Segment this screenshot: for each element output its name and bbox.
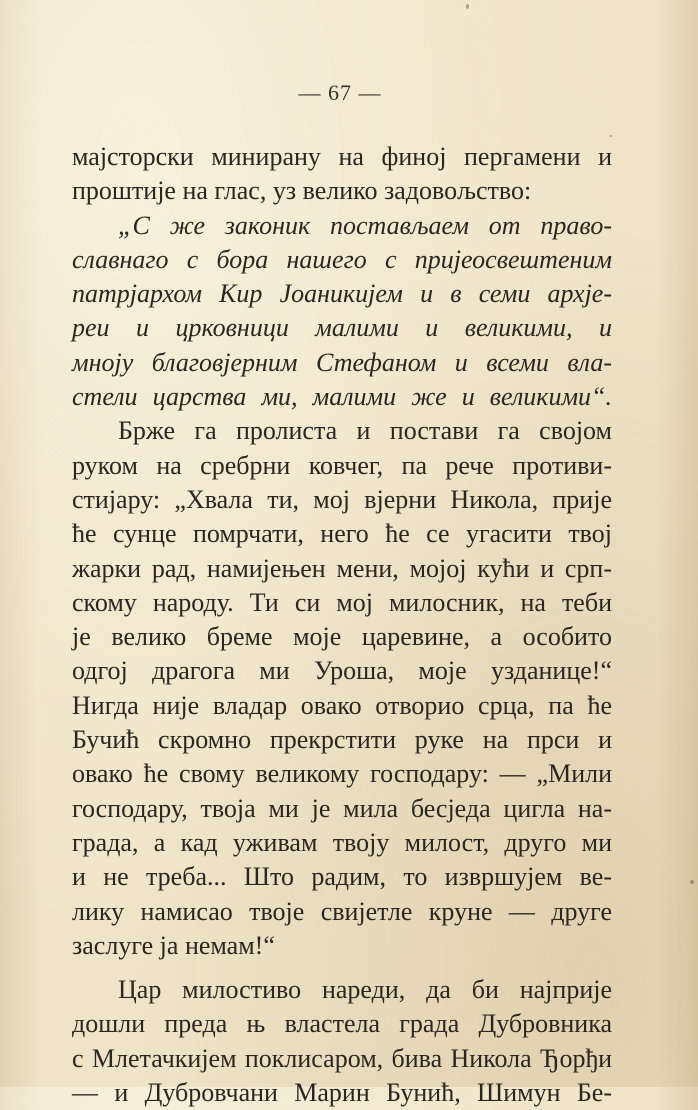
text-line: жарки рад, намијењен мени, мојој кући и срп- — [72, 553, 612, 583]
body-text — [72, 140, 612, 1110]
text-line: славнаго с бора нашего с пријеосвештеним — [72, 244, 612, 274]
text-line: града, а кад уживам твоју милост, друго ми — [72, 827, 612, 857]
text-line: — и Дубровчани Марин Бунић, Шимун Бе- — [72, 1078, 612, 1108]
paragraph-gap — [72, 963, 612, 973]
text-line: мајсторски минирану на финој пергамени и — [72, 142, 612, 171]
text-line: скому народу. Ти си мој милосник, на теби — [72, 587, 612, 617]
text-line: стели царства ми, малими же и великими“. — [72, 382, 612, 412]
text-line: мноју благовјерним Стефаном и всеми вла- — [72, 347, 612, 377]
paper-speck — [690, 880, 694, 884]
text-line: и не треба... Што радим, то извршујем ве- — [72, 862, 612, 892]
text-line: је велико бреме моје царевине, а особито — [72, 622, 612, 652]
text-line: стијару: „Хвала ти, мој вјерни Никола, прије — [72, 484, 612, 514]
text-line: руком на сребрни ковчег, па рече противи- — [72, 450, 612, 480]
text-line: Бучић скромно прекрстити руке на прси и — [72, 725, 612, 755]
text-line: Брже га пролиста и постави га својом — [118, 416, 612, 446]
text-line: господару, твоја ми је мила бесједа цигла на- — [72, 793, 612, 823]
text-line: дошли преда њ властела града Дубровника — [72, 1009, 612, 1039]
page-number: — 67 — — [298, 80, 382, 105]
text-line: лику намисао твоје свијетле круне — друге — [72, 896, 612, 926]
text-line: Нигда није владар овако отворио срца, па ће — [72, 690, 612, 720]
paper-speck — [610, 135, 612, 137]
text-line: заслуге ја немам!“ — [72, 930, 275, 960]
text-line: одгој драгога ми Уроша, моје узданице!“ — [72, 656, 612, 686]
text-line: проштије на глас, уз велико задовољство: — [72, 176, 532, 206]
paper-speck — [466, 4, 469, 9]
text-line: реи и црковници малими и великими, и — [72, 313, 612, 343]
text-line: патрјархом Кир Јоаникијем и в семи архје- — [72, 279, 612, 309]
text-line: с Млетачкијем поклисаром, бива Никола Ђорђи — [72, 1043, 612, 1073]
text-line: „С же законик постављаем от право- — [118, 210, 612, 240]
text-line: ће сунце помрчати, него ће се угасити твој — [72, 519, 612, 549]
text-line: Цар милостиво нареди, да би најприје — [118, 975, 612, 1005]
text-line: овако ће свому великому господару: — „Мили — [72, 759, 612, 789]
